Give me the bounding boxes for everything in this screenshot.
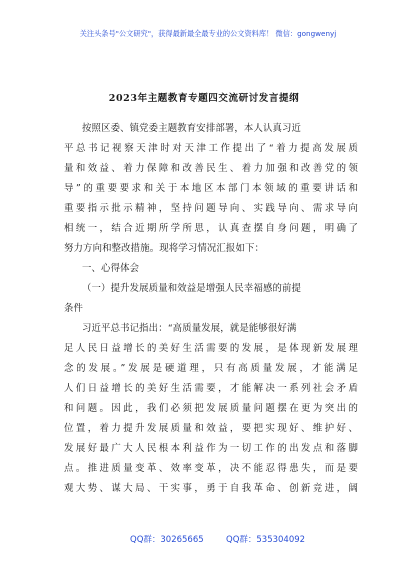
body-line: 导”的重要要求和关于本地区本部门本领域的重要讲话和 [64, 183, 358, 194]
body-line: 按照区委、镇党委主题教育安排部署，本人认真习近 [82, 123, 302, 134]
body-line: 人们日益增长的美好生活需要，才能解决一系列社会矛盾 [64, 383, 358, 394]
body-line: 发展好最广大人民根本利益作为一切工作的出发点和落脚 [64, 443, 358, 454]
body-line: 念的发展。”发展是硬道理，只有高质量发展，才能满足 [64, 363, 358, 374]
body-line: 量和效益、着力保障和改善民生、着力加强和改善党的领 [64, 163, 358, 174]
body-line: 点。推进质量变革、效率变革，决不能忍得患失，而是要 [64, 463, 358, 474]
qq-group-label: QQ群：30265665 [130, 535, 204, 545]
body-line: 观大势、谋大局、干实事，勇于自我革命、创新竞进，阔 [64, 483, 358, 494]
body-line: 和问题。因此，我们必须把发展质量问题摆在更为突出的 [64, 403, 358, 414]
body-line: 重要指示批示精神，坚持问题导向、实践导向、需求导向 [64, 203, 358, 214]
body-line: 习近平总书记指出：“高质量发展，就是能够很好满 [82, 323, 297, 334]
body-line: 相统一，结合近期所学所思，认真查摆自身问题，明确了 [64, 223, 358, 234]
body-line: 平总书记视察天津时对天津工作提出了“着力提高发展质 [64, 143, 358, 154]
subsection-heading-cont: 条件 [64, 303, 84, 314]
subsection-heading: （一）提升发展质量和效益是增强人民幸福感的前提 [82, 283, 302, 294]
body-line: 位置，着力提升发展质量和效益，要把实现好、维护好、 [64, 423, 358, 434]
body-line: 努力方向和整改措施。现将学习情况汇报如下： [64, 243, 265, 254]
section-heading: 一、心得体会 [82, 263, 140, 274]
body-line: 足人民日益增长的美好生活需要的发展，是体现新发展理 [64, 343, 358, 354]
qq-group-label: QQ群：535304092 [226, 535, 306, 545]
promo-banner: 关注头条号"公文研究"，获得最新最全最专业的公文资料库！ 微信：gongwenyj [79, 29, 337, 38]
document-title: 2023年主题教育专题四交流研讨发言提纲 [108, 93, 300, 104]
